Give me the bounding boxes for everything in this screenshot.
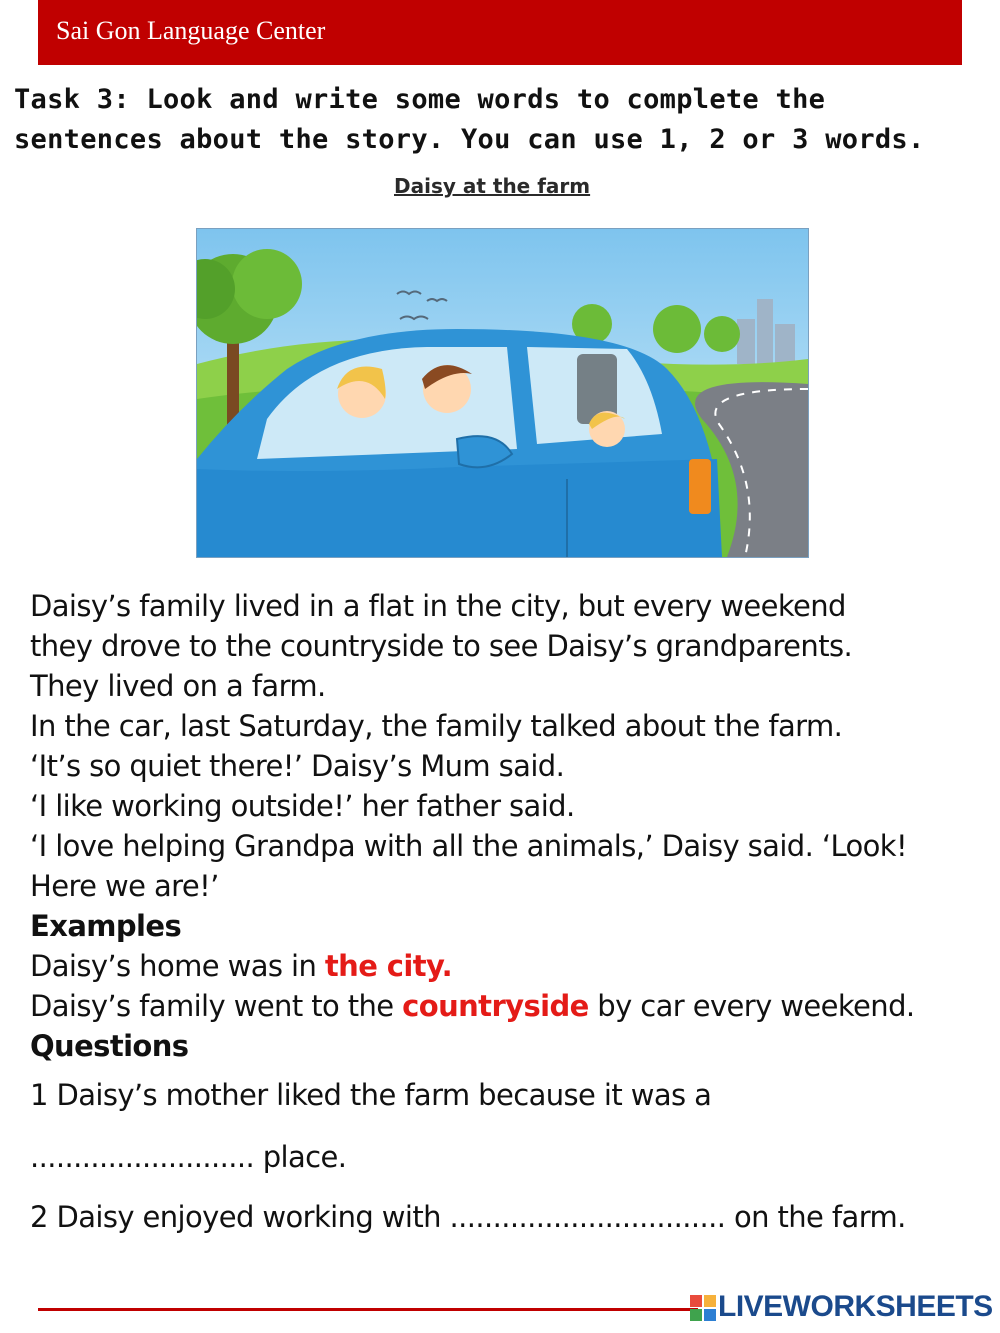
task-line-1: Task 3: Look and write some words to complete the xyxy=(14,84,826,115)
question-2[interactable]: 2 Daisy enjoyed working with ................................ on the farm. xyxy=(30,1200,906,1234)
example-2-answer: countryside xyxy=(402,989,589,1023)
story-line: they drove to the countryside to see Daisy’s grandparents. xyxy=(30,629,853,663)
examples-heading: Examples xyxy=(30,909,182,943)
story-line: ‘It’s so quiet there!’ Daisy’s Mum said. xyxy=(30,749,565,783)
example-1-text: Daisy’s home was in xyxy=(30,949,325,983)
header-title: Sai Gon Language Center xyxy=(56,16,326,45)
story-line: Here we are!’ xyxy=(30,869,219,903)
question-1-line-2[interactable]: .......................... place. xyxy=(30,1140,347,1174)
example-2-text-end: by car every weekend. xyxy=(588,989,915,1023)
liveworksheets-logo-icon xyxy=(690,1295,716,1321)
footer-brand-text: LIVEWORKSHEETS xyxy=(718,1290,993,1323)
task-line-2: sentences about the story. You can use 1, 2 or 3 words. xyxy=(14,124,925,155)
story-text xyxy=(30,586,990,1066)
header-bar xyxy=(38,0,962,65)
story-line: Daisy’s family lived in a flat in the city, but every weekend xyxy=(30,589,846,623)
task-instructions xyxy=(14,80,989,160)
story-illustration xyxy=(196,228,809,558)
example-1-answer: the city. xyxy=(324,949,453,983)
story-line: They lived on a farm. xyxy=(30,669,326,703)
story-title: Daisy at the farm xyxy=(394,174,591,198)
footer-divider xyxy=(38,1308,698,1311)
story-line: ‘I like working outside!’ her father said. xyxy=(30,789,575,823)
question-1-line-1: 1 Daisy’s mother liked the farm because it was a xyxy=(30,1078,712,1112)
story-line: ‘I love helping Grandpa with all the animals,’ Daisy said. ‘Look! xyxy=(30,829,908,863)
example-1 xyxy=(30,946,990,986)
footer-brand xyxy=(690,1290,993,1324)
story-line: In the car, last Saturday, the family talked about the farm. xyxy=(30,709,843,743)
example-2 xyxy=(30,986,990,1026)
questions-heading: Questions xyxy=(30,1029,189,1063)
example-2-text: Daisy’s family went to the xyxy=(30,989,403,1023)
